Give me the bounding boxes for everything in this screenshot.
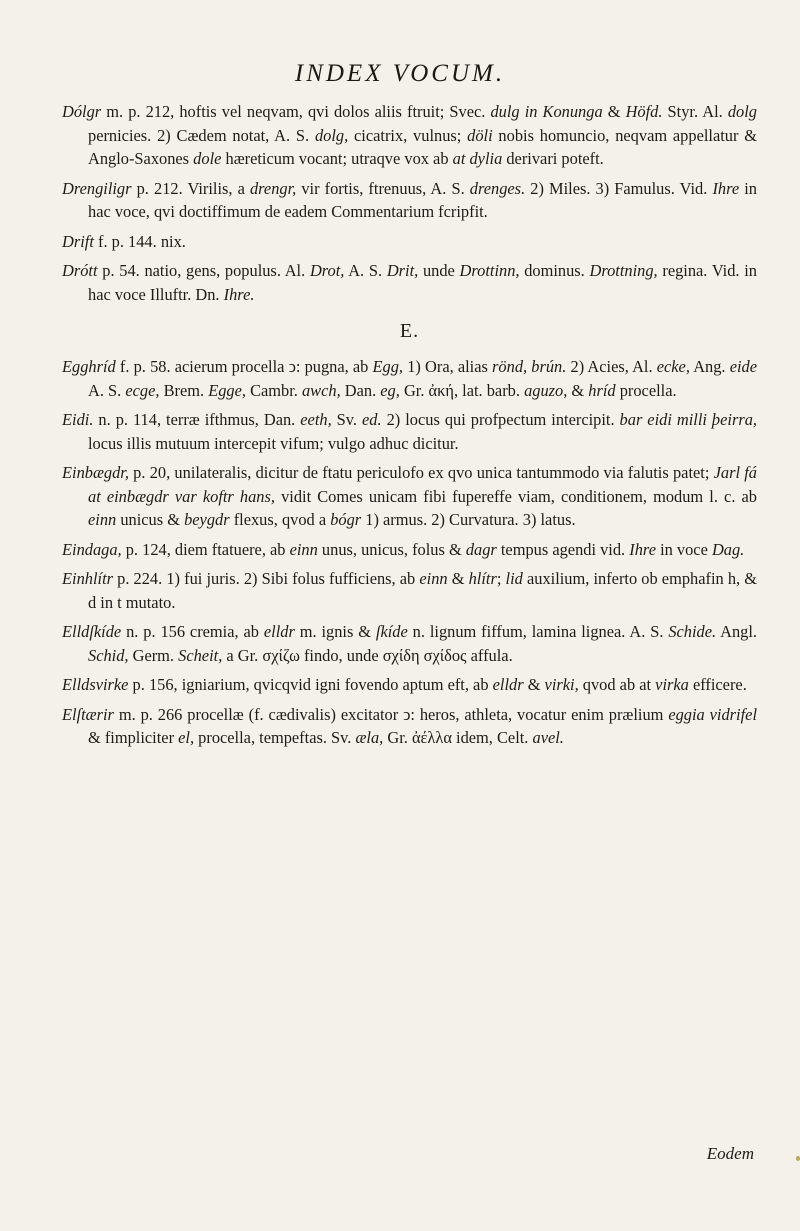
italic-term: lid (505, 569, 523, 588)
entry-text: 2) Acies, Al. (566, 357, 657, 376)
entry-text: & (602, 102, 626, 121)
entry-text: Cambr. (245, 380, 302, 400)
entry-text: f. p. 144. nix. (93, 231, 186, 251)
italic-term: rönd, brún. (492, 357, 567, 376)
entry-text: p. 54. natio, gens, populus. Al. (97, 261, 310, 280)
entry-text: Styr. Al. (662, 102, 728, 121)
italic-term: einn (88, 510, 117, 529)
running-head: INDEX VOCUM. (294, 60, 506, 87)
entry-text: cicatrix, vulnus; (348, 125, 468, 145)
index-entry (62, 673, 757, 697)
paper-speck (796, 1156, 800, 1161)
entry-text: p. 20, unilateralis, dicitur de ftatu periculofo ex qvo unica tantummodo via falutis patet; (128, 463, 714, 482)
entry-text: n. lignum fiffum, lamina lignea. A. S. (407, 622, 669, 641)
entry-text: qvod ab at (578, 675, 656, 694)
italic-term: aguzo, (524, 380, 568, 400)
headword: Drótt (62, 261, 98, 280)
italic-term: beygdr (184, 510, 230, 529)
entry-text: p. 212. Virilis, a (131, 178, 250, 198)
italic-term: virka (655, 675, 689, 694)
headword: Dólgr (62, 102, 102, 121)
italic-term: eeth, (300, 410, 332, 429)
entry-text: in hac voce, qvi doctiffimum de eadem Commentarium fcripfit. (88, 178, 757, 221)
entry-text: locus illis mutuum intercepit vifum; vulgo adhuc dicitur. (88, 433, 459, 453)
italic-term: æla, (355, 728, 384, 747)
italic-term: bógr (330, 510, 362, 529)
italic-term: elldr (492, 675, 524, 694)
entry-text: p. 224. 1) fui juris. 2) Sibi folus fufficiens, ab (113, 569, 420, 588)
italic-term: dagr (465, 539, 497, 559)
index-entry (62, 177, 757, 224)
entry-text: in voce (655, 539, 712, 559)
entry-text: hæreticum vocant; utraqve vox ab (221, 149, 453, 168)
headword: Eindaga, (62, 539, 122, 559)
italic-term: Egge, (208, 380, 246, 400)
entry-text: tempus agendi vid. (496, 539, 630, 559)
entry-text: m. p. 266 procellæ (f. cædivalis) excitator ↄ: heros, athleta, vocatur enim prælium (113, 704, 669, 724)
italic-term: virki, (544, 675, 579, 694)
italic-term: avel. (532, 728, 564, 747)
entry-text: Germ. (128, 645, 179, 665)
italic-term: dulg in Konunga (490, 102, 603, 121)
entry-text: procella. (615, 380, 677, 400)
entry-text: & (567, 380, 589, 400)
entry-text: dominus. (519, 261, 590, 280)
entry-text: n. p. 156 cremia, ab (121, 622, 264, 641)
entry-text: Gr. ἀέλλα idem, Celt. (383, 728, 533, 747)
entry-text: nobis homuncio, neqvam appellatur & Anglo-Saxones (88, 125, 757, 168)
italic-term: döli (467, 125, 493, 145)
italic-term: dolg, (314, 125, 349, 145)
italic-term: el, (178, 728, 195, 747)
italic-term: ecge, (125, 380, 160, 400)
entry-text: 2) locus qui profpectum intercipit. (381, 410, 620, 429)
italic-term: Schide. (668, 622, 717, 641)
entry-text: auxilium, inferto ob emphafin h, & d in t mutato. (88, 569, 757, 612)
italic-term: Drit, (386, 261, 419, 280)
headword: Drengiligr (62, 178, 132, 198)
italic-term: awch, (301, 380, 341, 400)
headword: Elſtærir (62, 704, 114, 724)
headword: Elldſkíde (62, 622, 122, 641)
entry-text: A. S. (344, 261, 387, 280)
headword: Einbægdr, (62, 463, 129, 482)
entry-text: & (523, 675, 545, 694)
entry-text: m. ignis & (294, 622, 376, 641)
italic-term: Ihre (712, 178, 740, 198)
headword: Eidi. (62, 410, 94, 429)
index-entries (62, 100, 757, 756)
italic-term: ed. (362, 410, 382, 429)
italic-term: dolg (727, 102, 757, 121)
entry-text: Brem. (159, 380, 209, 400)
entry-text: flexus, qvod a (229, 510, 331, 529)
italic-term: Drottinn, (459, 261, 520, 280)
italic-term: ecke, (656, 357, 690, 376)
entry-text: unus, unicus, folus & (317, 539, 466, 559)
italic-term: Dag. (711, 539, 745, 559)
entry-text: vidit Comes unicam fibi fupereffe viam, conditionem, modum l. c. ab (274, 486, 757, 506)
index-entry (62, 355, 757, 402)
entry-text: A. S. (88, 380, 126, 400)
entry-text: Ang. (689, 357, 730, 376)
italic-term: Jarl fá at einbægdr var koftr hans, (88, 463, 757, 506)
entry-text: Sv. (331, 410, 363, 429)
index-entry (62, 408, 757, 455)
entry-text: ; (496, 569, 506, 588)
italic-term: eggia vidrifel (668, 704, 757, 724)
italic-term: at dylia (452, 149, 503, 168)
headword: Drift (62, 231, 94, 251)
italic-term: Drottning, (589, 261, 658, 280)
italic-term: Scheit, (178, 645, 223, 665)
entry-text: unde (418, 261, 460, 280)
italic-term: elldr (263, 622, 295, 641)
entry-text: pernicies. 2) Cædem notat, A. S. (88, 125, 315, 145)
entry-text: a Gr. σχίζω findo, unde σχίδη σχίδος affula. (222, 645, 513, 665)
italic-term: Ihre (629, 539, 656, 559)
index-entry (62, 620, 757, 667)
italic-term: Schid, (88, 645, 129, 665)
italic-term: dole (193, 149, 222, 168)
entry-text: p. 124, diem ftatuere, ab (121, 539, 290, 559)
italic-term: eide (729, 357, 757, 376)
index-entry (62, 538, 757, 562)
entry-text: m. p. 212, hoftis vel neqvam, qvi dolos aliis ftruit; Svec. (101, 102, 491, 121)
entry-text: f. p. 58. acierum procella ↄ: pugna, ab (115, 357, 373, 376)
italic-term: einn (289, 539, 318, 559)
entries-before-section (62, 100, 757, 306)
entry-text: & fimpliciter (88, 728, 179, 747)
italic-term: einn (419, 569, 448, 588)
italic-term: ſkíde (375, 622, 408, 641)
italic-term: bar eidi milli þeirra, (619, 410, 757, 429)
italic-term: Höfd. (625, 102, 663, 121)
italic-term: drenges. (469, 178, 526, 198)
entry-text: Dan. (340, 380, 381, 400)
entry-text: n. p. 114, terræ ifthmus, Dan. (93, 410, 301, 429)
italic-term: Drot, (309, 261, 345, 280)
headword: Einhlítr (62, 569, 113, 588)
italic-term: eg, (380, 380, 400, 400)
entry-text: 1) Ora, alias (403, 357, 493, 376)
entries-after-section (62, 355, 757, 750)
entry-text: & (447, 569, 469, 588)
index-entry (62, 567, 757, 614)
entry-text: procella, tempeftas. Sv. (194, 728, 356, 747)
italic-term: Egg, (372, 357, 404, 376)
italic-term: Ihre. (223, 284, 255, 304)
entry-text: Gr. ἀκή, lat. barb. (399, 380, 525, 400)
index-entry (62, 100, 757, 171)
index-entry (62, 703, 757, 750)
entry-text: p. 156, igniarium, qvicqvid igni fovendo aptum eft, ab (128, 675, 493, 694)
headword: Egghríd (62, 357, 116, 376)
entry-text: vir fortis, ftrenuus, A. S. (296, 178, 470, 198)
entry-text: 1) armus. 2) Curvatura. 3) latus. (361, 510, 576, 529)
italic-term: hlítr (468, 569, 497, 588)
entry-text: efficere. (688, 675, 747, 694)
italic-term: drengr, (249, 178, 297, 198)
index-entry (62, 259, 757, 306)
entry-text: 2) Miles. 3) Famulus. Vid. (525, 178, 713, 198)
index-entry (62, 230, 757, 254)
italic-term: hríd (588, 380, 616, 400)
entry-text: unicus & (116, 510, 185, 529)
catchword: Eodem (706, 1144, 754, 1163)
section-letter: E. (399, 320, 420, 342)
entry-text: Angl. (716, 622, 757, 641)
headword: Elldsvirke (62, 675, 129, 694)
entry-text: regina. Vid. in hac voce Illuftr. Dn. (88, 261, 757, 304)
index-entry (62, 461, 757, 532)
entry-text: derivari poteft. (502, 149, 604, 168)
